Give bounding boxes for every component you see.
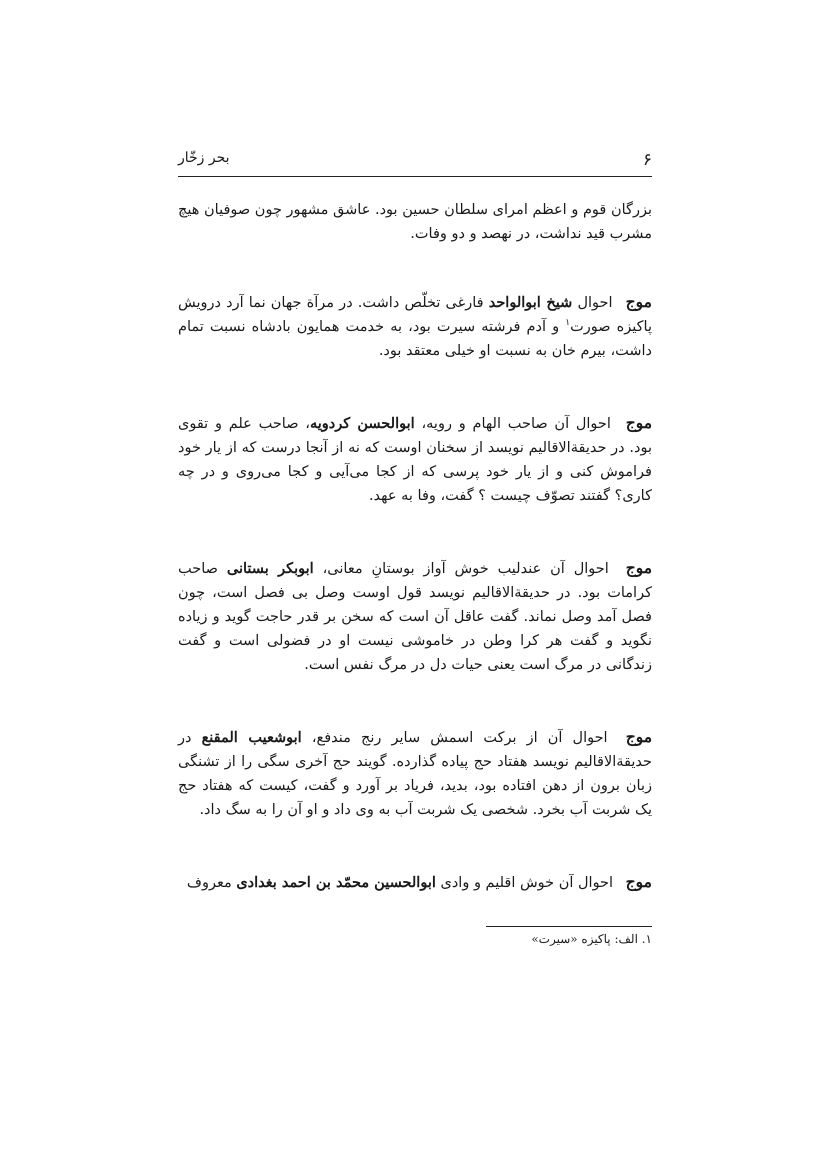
section-lead: موج [625, 558, 653, 577]
paragraph-text: ، صاحب علم و تقوی بود. در حدیقةالاقالیم نویسد از سخنان اوست که نه از آنجا درست که از یار خود فراموش کنی و از یار خود پرسی که از کجا می‌آیی و کجا می‌روی و در چه کاری؟ گفتند تصوّف چیست ؟ گفت، وفا به عهد. [178, 416, 652, 504]
paragraph-text: در حدیقةالاقالیم نویسد هفتاد حج پیاده گذارده. گویند حج آخری سگی را از تشنگی زبان برون از دهن افتاده بود، بدید، فریاد بر آورد و گفت، کیست که هفتاد حج یک شربت آب بخرد. شخصی یک شربت آب به وی داد و او آن را به سگ داد. [178, 730, 652, 818]
section-lead: موج [625, 292, 652, 311]
paragraph [178, 725, 652, 822]
footnote-rule [486, 926, 652, 927]
paragraph-text: احوال آن خوش اقلیم و وادی [440, 875, 614, 891]
paragraph [178, 290, 652, 363]
section-lead: موج [625, 413, 653, 432]
paragraph-text: فارغی تخلّص داشت. در مرآة جهان نما آرد درویش پاکیزه صورت [178, 295, 652, 335]
paragraph [178, 198, 652, 246]
paragraph-text: بزرگان قوم و اعظم امرای سلطان حسین بود. عاشق مشهور چون صوفیان هیچ مشرب قید نداشت، در نهصد و دو وفات. [178, 202, 652, 242]
paragraph-text: احوال آن صاحب الهام و رویه، [421, 416, 611, 432]
person-name: ابوالحسین محمّد بن احمد بغدادی [236, 874, 436, 891]
page-header [178, 150, 652, 172]
person-name: شیخ ابوالواحد [488, 294, 573, 311]
paragraph-text: معروف [186, 875, 232, 891]
body-text [178, 198, 652, 943]
person-name: ابوالحسن کردویه [309, 415, 415, 432]
paragraph-text: و آدم فرشته سیرت بود، به خدمت همایون بادشاه نسبت تمام داشت، بیرم خان به نسبت او خیلی معتقد بود. [178, 319, 652, 359]
paragraph [178, 870, 652, 895]
running-head: بحر زخّار [178, 150, 230, 166]
section-lead: موج [625, 872, 652, 891]
footnote-ref: ۱ [565, 318, 571, 329]
paragraph-text: احوال آن عندلیب خوش آواز بوستانِ معانی، [322, 561, 609, 577]
page-number: ۶ [642, 150, 652, 170]
paragraph-text: صاحب کرامات بود. در حدیقةالاقالیم نویسد قول اوست وصل بی فصل است، چون فصل آمد وصل نماند. گفت عاقل آن است که سخن بر قدر حاجت گوید و زیاده نگوید و گفت هر کرا وطن در خاموشی نیست او در فضولی است و گفت زندگانی در مرگ است یعنی حیات دل در مرگ نفس است. [178, 561, 652, 673]
paragraph [178, 556, 652, 677]
person-name: ابوشعیب المقنع [201, 729, 302, 746]
footnote: ۱. الف: پاکیزه «سیرت» [531, 932, 652, 946]
paragraph [178, 411, 652, 508]
paragraph-text: احوال آن از برکت اسمش سایر رنج مندفع، [311, 730, 608, 746]
header-rule [178, 176, 652, 177]
person-name: ابوبکر بستانی [226, 560, 314, 577]
section-lead: موج [625, 727, 653, 746]
paragraph-text: احوال [577, 295, 613, 311]
